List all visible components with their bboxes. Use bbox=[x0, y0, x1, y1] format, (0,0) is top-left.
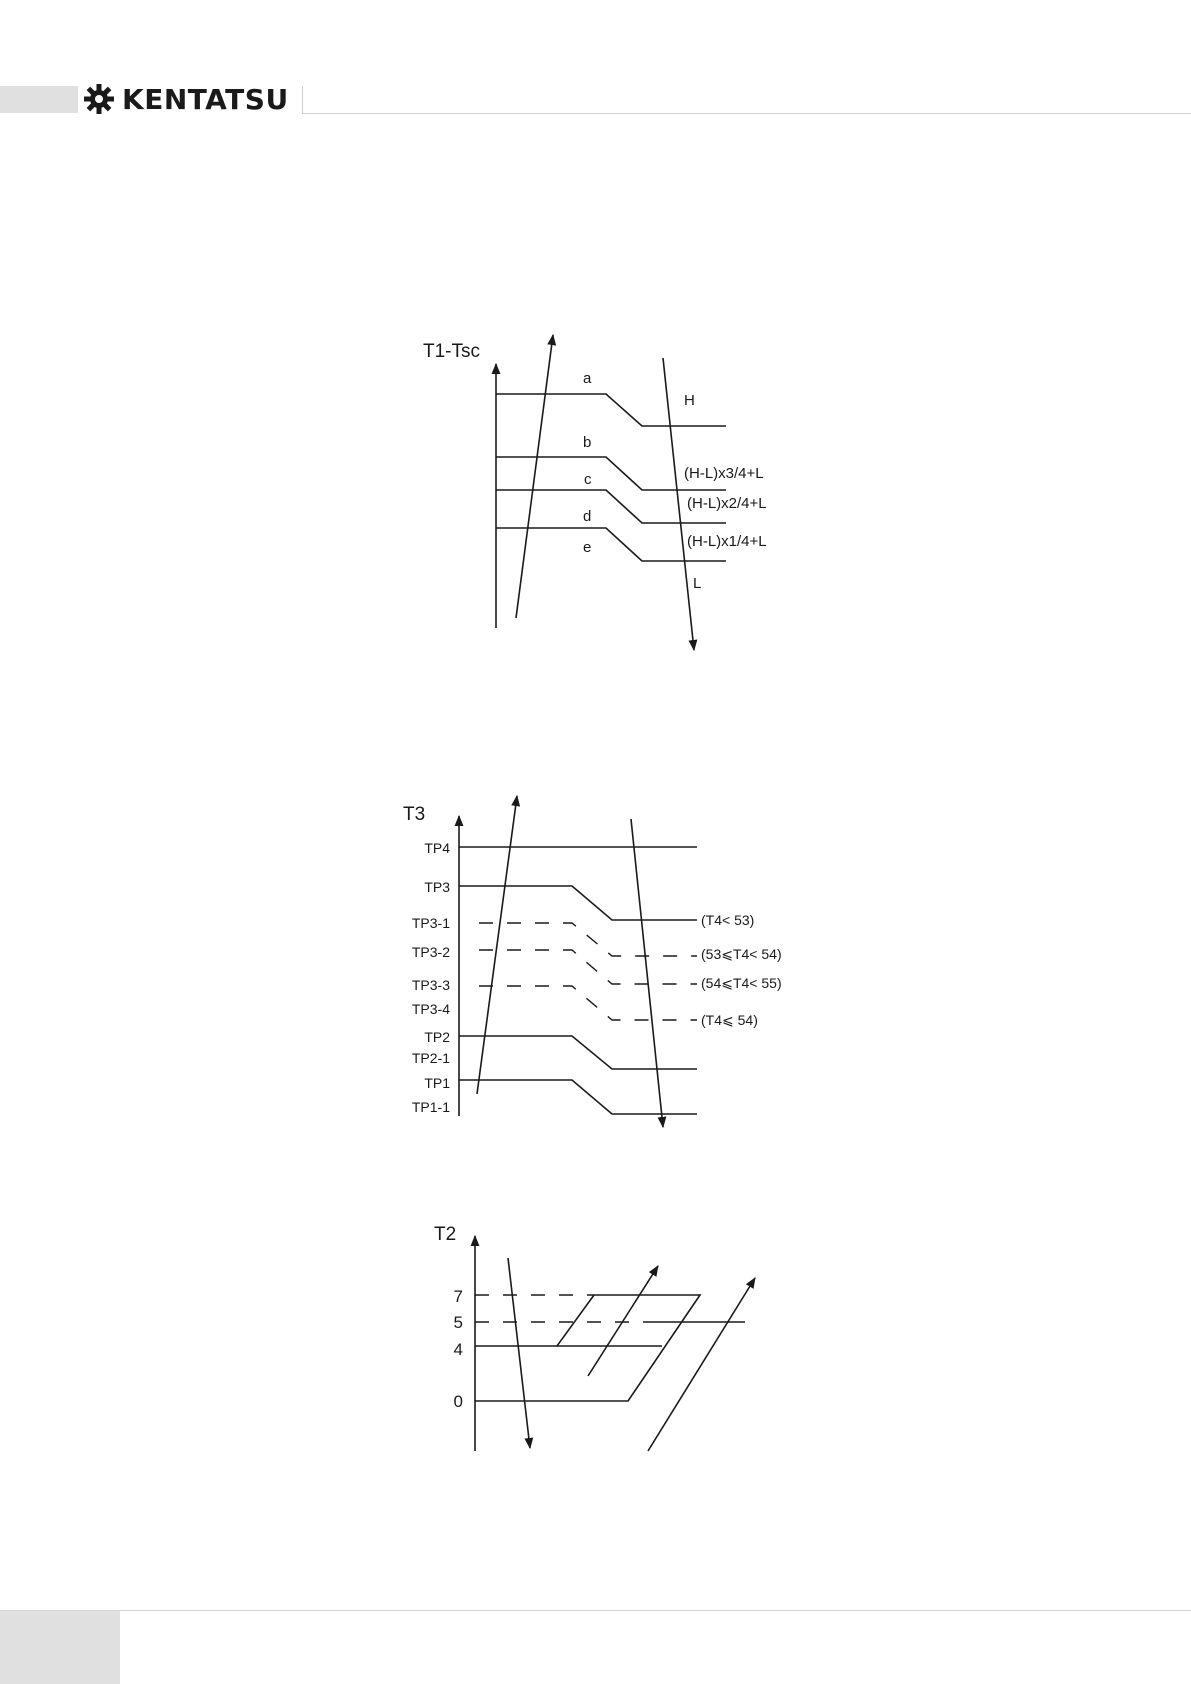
t1-zone-a: a bbox=[583, 370, 592, 387]
t2-level-5: 5 bbox=[453, 1313, 463, 1332]
t3-line-tp3-2 bbox=[479, 950, 697, 984]
t3-level-tp4: TP4 bbox=[424, 840, 450, 856]
diagram-t2 bbox=[434, 1224, 755, 1451]
t3-condition-1: (T4< 53) bbox=[701, 912, 755, 928]
t1-level-h: H bbox=[684, 392, 695, 409]
t2-level-0: 0 bbox=[453, 1392, 463, 1411]
t3-condition-4: (T4⩽ 54) bbox=[701, 1012, 758, 1028]
t2-line-7-0 bbox=[475, 1295, 700, 1401]
t3-line-tp3-1 bbox=[479, 923, 697, 956]
t2-right-rise-arrow bbox=[648, 1278, 755, 1451]
t3-line-tp3 bbox=[459, 886, 697, 920]
diagram-t3 bbox=[403, 796, 782, 1127]
t2-fall-arrow bbox=[508, 1258, 530, 1448]
t3-condition-3: (54⩽T4< 55) bbox=[701, 975, 782, 991]
t1-level-24: (H-L)x2/4+L bbox=[687, 495, 767, 512]
t3-level-tp3-3: TP3-3 bbox=[411, 977, 450, 993]
t3-condition-2: (53⩽T4< 54) bbox=[701, 946, 782, 962]
t3-fall-arrow bbox=[631, 819, 663, 1127]
t1-level-l: L bbox=[693, 575, 702, 592]
t3-level-tp2: TP2 bbox=[424, 1029, 450, 1045]
t1-zone-d: d bbox=[583, 508, 592, 525]
t1-zone-c: c bbox=[584, 471, 592, 488]
t1-rise-arrow bbox=[516, 335, 553, 618]
t3-level-tp1-1: TP1-1 bbox=[411, 1099, 450, 1115]
t2-line-4-left bbox=[475, 1295, 594, 1346]
t2-axis-label: T2 bbox=[434, 1224, 457, 1245]
t2-level-4: 4 bbox=[453, 1340, 463, 1359]
t1-zone-b: b bbox=[583, 434, 592, 451]
t3-axis-label: T3 bbox=[403, 804, 426, 825]
t3-line-tp3-3 bbox=[479, 986, 697, 1020]
t2-mid-rise-arrow bbox=[588, 1266, 658, 1376]
t3-level-tp2-1: TP2-1 bbox=[411, 1050, 450, 1066]
t3-rise-arrow bbox=[477, 796, 517, 1094]
t3-line-tp2 bbox=[459, 1036, 697, 1069]
t3-level-tp3: TP3 bbox=[424, 879, 450, 895]
brand-name: KENTATSU bbox=[122, 82, 289, 116]
footer-divider bbox=[0, 1610, 1191, 1611]
t3-level-tp1: TP1 bbox=[424, 1075, 450, 1091]
t3-level-tp3-1: TP3-1 bbox=[411, 915, 450, 931]
footer-gray-block bbox=[0, 1611, 120, 1684]
t3-level-tp3-4: TP3-4 bbox=[411, 1001, 450, 1017]
t1-level-34: (H-L)x3/4+L bbox=[684, 465, 764, 482]
t3-level-tp3-2: TP3-2 bbox=[411, 944, 450, 960]
t2-level-7: 7 bbox=[453, 1287, 463, 1306]
t1-zone-e: e bbox=[583, 539, 592, 556]
diagram-t1-tsc bbox=[423, 335, 767, 650]
t1-axis-label: T1-Tsc bbox=[423, 341, 480, 362]
t1-level-14: (H-L)x1/4+L bbox=[687, 533, 767, 550]
